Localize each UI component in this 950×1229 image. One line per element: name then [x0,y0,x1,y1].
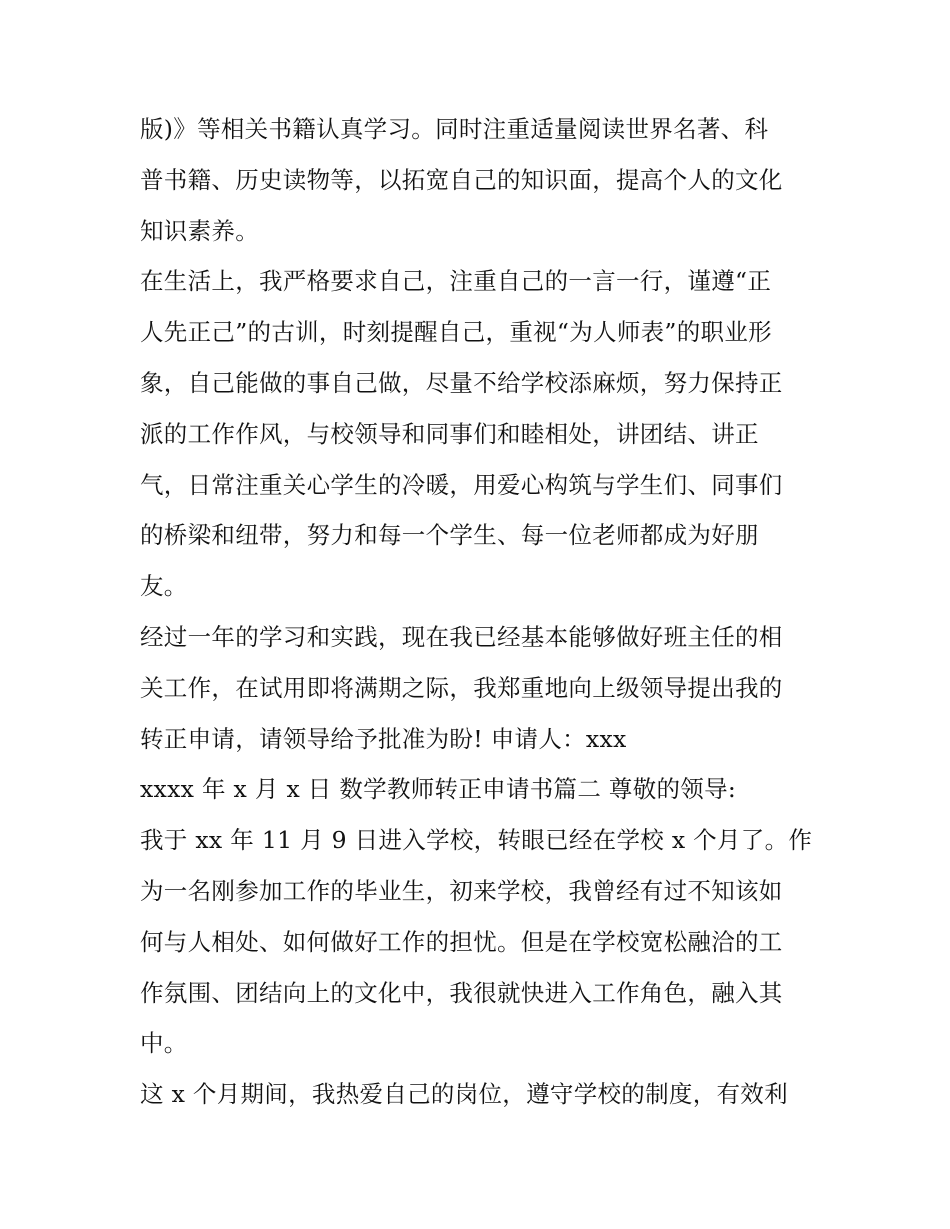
text-line: 转正申请，请领导给予批准为盼! 申请人：xxx [140,724,627,753]
text-line: 象，自己能做的事自己做，尽量不给学校添麻烦，努力保持正 [140,368,783,397]
text-line: 版)》等相关书籍认真学习。同时注重适量阅读世界名著、科 [140,115,769,143]
text-line: 普书籍、历史读物等，以拓宽自己的知识面，提高个人的文化 [140,165,783,194]
text-line: 的桥梁和纽带，努力和每一个学生、每一位老师都成为好朋 [140,521,759,550]
text-line: 我于 xx 年 11 月 9 日进入学校，转眼已经在学校 x 个月了。作 [140,826,813,855]
text-line: 中。 [140,1029,188,1058]
document-body [140,104,820,1120]
text-line: xxxx 年 x 月 x 日 数学教师转正申请书篇二 尊敬的领导: [140,775,737,804]
text-line: 为一名刚参加工作的毕业生，初来学校，我曾经有过不知该如 [140,876,783,905]
text-line: 知识素养。 [140,216,259,245]
text-line: 友。 [140,572,188,601]
text-line: 人先正己”的古训，时刻提醒自己，重视“为人师表”的职业形 [140,318,772,347]
text-line: 作氛围、团结向上的文化中，我很就快进入工作角色，融入其 [140,978,783,1007]
text-line: 这 x 个月期间，我热爱自己的岗位，遵守学校的制度，有效利 [140,1080,788,1109]
text-line: 在生活上，我严格要求自己，注重自己的一言一行，谨遵“正 [140,267,772,296]
text-line: 何与人相处、如何做好工作的担忧。但是在学校宽松融洽的工 [140,927,783,956]
text-line: 派的工作作风，与校领导和同事们和睦相处，讲团结、讲正 [140,419,759,448]
text-line: 气，日常注重关心学生的冷暖，用爱心构筑与学生们、同事们 [140,470,783,499]
text-line: 经过一年的学习和实践，现在我已经基本能够做好班主任的相 [140,622,783,651]
text-line: 关工作，在试用即将满期之际，我郑重地向上级领导提出我的 [140,673,783,702]
